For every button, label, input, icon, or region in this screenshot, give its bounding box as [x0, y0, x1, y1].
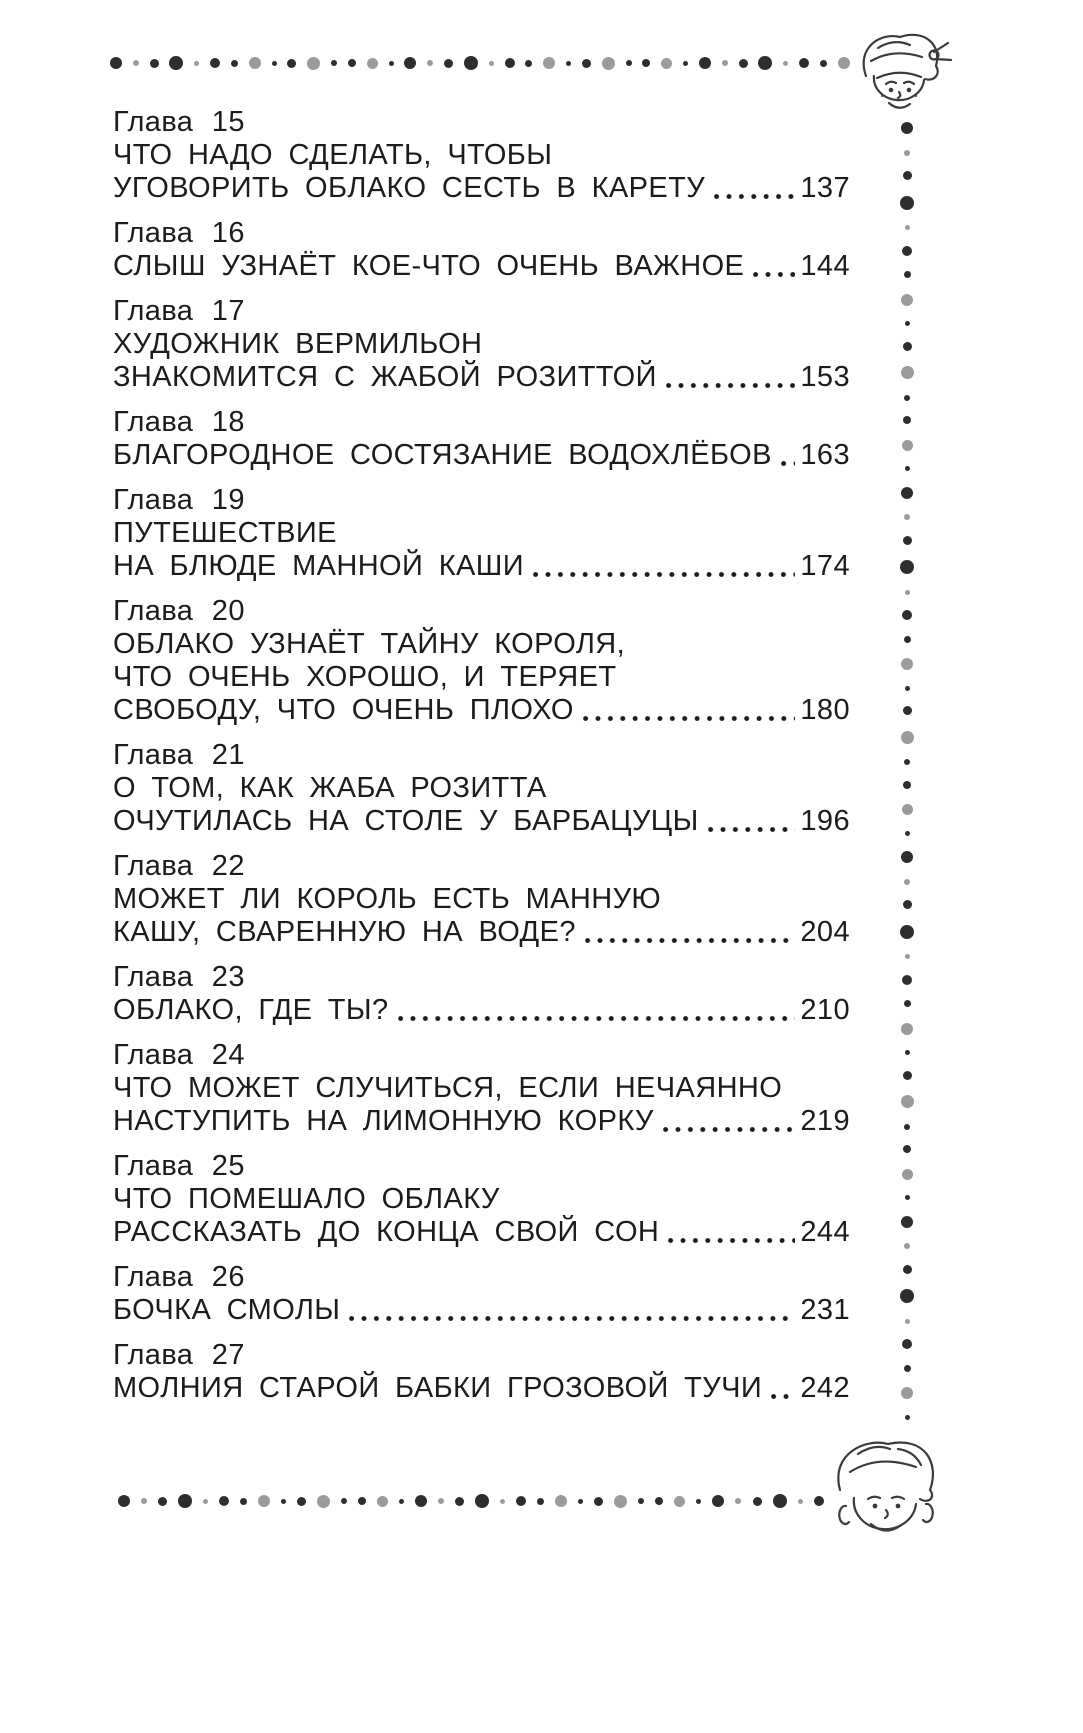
decorative-dot — [820, 60, 827, 67]
dot-leader — [781, 461, 796, 466]
decorative-dot — [799, 58, 809, 68]
dot-leader — [753, 272, 795, 277]
decorative-dot — [902, 610, 912, 620]
dot-leader — [771, 1394, 795, 1399]
chapter-label: Глава 24 — [113, 1039, 245, 1071]
toc-entry — [113, 739, 850, 838]
page-number: 196 — [800, 805, 850, 837]
decorative-dot — [900, 1289, 914, 1303]
chapter-title-last-line — [113, 1105, 850, 1138]
decorative-dot — [133, 60, 139, 66]
decorative-dot — [901, 294, 913, 306]
decorative-dot — [903, 171, 912, 180]
toc-entry — [113, 106, 850, 205]
decorative-dot — [902, 804, 913, 815]
decorative-dot — [194, 61, 199, 66]
page-number: 244 — [800, 1216, 850, 1248]
chapter-title-last-line — [113, 1294, 850, 1327]
chapter-title-last-line — [113, 361, 850, 394]
chapter-title-text: УГОВОРИТЬ ОБЛАКО СЕСТЬ В КАРЕТУ — [113, 172, 706, 204]
toc-entry — [113, 850, 850, 949]
chapter-title-text: НА БЛЮДЕ МАННОЙ КАШИ — [113, 550, 524, 582]
dot-leader — [533, 572, 795, 577]
decorative-dot — [902, 1339, 912, 1349]
decorative-dot — [249, 57, 261, 69]
decorative-dot — [638, 1498, 644, 1504]
table-of-contents — [113, 106, 850, 1405]
chapter-title-line: ПУТЕШЕСТВИЕ — [113, 517, 337, 549]
chapter-title-text: КАШУ, СВАРЕННУЮ НА ВОДЕ? — [113, 916, 576, 948]
decorative-dot — [203, 1499, 208, 1504]
decorative-dot — [903, 1145, 911, 1153]
decorative-dot — [904, 1000, 911, 1007]
decorative-dot — [642, 59, 650, 67]
chapter-title-text: РАССКАЗАТЬ ДО КОНЦА СВОЙ СОН — [113, 1216, 660, 1248]
chapter-label: Глава 27 — [113, 1339, 245, 1371]
decorative-dot — [358, 1497, 366, 1505]
toc-entry — [113, 961, 850, 1027]
page-number: 204 — [800, 916, 850, 948]
decorative-dot — [900, 560, 914, 574]
decorative-dot — [904, 1243, 910, 1249]
chapter-label: Глава 25 — [113, 1150, 245, 1182]
dot-leader — [708, 827, 796, 832]
toc-entry — [113, 1339, 850, 1405]
decorative-dot — [814, 1496, 824, 1506]
decorative-dot — [258, 1495, 270, 1507]
decorative-dot — [602, 57, 615, 70]
decorative-dot — [317, 1495, 330, 1508]
decorative-dot — [905, 1319, 910, 1324]
chapter-title-line: МОЖЕТ ЛИ КОРОЛЬ ЕСТЬ МАННУЮ — [113, 883, 662, 915]
decorative-dot — [389, 61, 394, 66]
decorative-dot — [905, 590, 910, 595]
chapter-title-text: ОЧУТИЛАСЬ НА СТОЛЕ У БАРБАЦУЦЫ — [113, 805, 699, 837]
decorative-dot — [543, 57, 555, 69]
dot-leader — [349, 1316, 795, 1321]
decorative-dot — [903, 416, 911, 424]
decorative-dot — [739, 59, 748, 68]
decorative-dot — [722, 60, 728, 66]
chapter-title-text: ОБЛАКО, ГДЕ ТЫ? — [113, 994, 389, 1026]
dot-leader — [583, 716, 796, 721]
toc-entry — [113, 1039, 850, 1138]
decorative-dot — [661, 58, 672, 69]
decorative-dot — [758, 56, 772, 70]
page-number: 231 — [800, 1294, 850, 1326]
decorative-dot — [905, 1195, 910, 1200]
decorative-dot — [904, 271, 911, 278]
decorative-dot — [537, 1498, 544, 1505]
decorative-dot — [699, 57, 711, 69]
decorative-dot — [904, 1124, 910, 1130]
decorative-dot — [348, 59, 356, 67]
decorative-dot — [901, 658, 913, 670]
toc-entry — [113, 295, 850, 394]
chapter-title-text: МОЛНИЯ СТАРОЙ БАБКИ ГРОЗОВОЙ ТУЧИ — [113, 1372, 763, 1404]
decorative-dot — [377, 1496, 388, 1507]
decorative-dot — [901, 731, 914, 744]
decorative-dot — [231, 60, 238, 67]
decorative-dot — [901, 122, 913, 134]
decorative-dot — [626, 60, 632, 66]
decorative-dot — [901, 1095, 914, 1108]
toc-entry — [113, 1150, 850, 1249]
toc-entry — [113, 1261, 850, 1327]
chapter-title-line: ЧТО МОЖЕТ СЛУЧИТЬСЯ, ЕСЛИ НЕЧАЯННО — [113, 1072, 783, 1104]
decorative-dot — [901, 851, 913, 863]
decorative-dot — [427, 60, 433, 66]
decorative-dot — [904, 759, 910, 765]
decorative-dot — [118, 1495, 130, 1507]
decorative-dot — [169, 56, 183, 70]
chapter-title-last-line — [113, 172, 850, 205]
page-number: 144 — [800, 250, 850, 282]
decorative-dot — [905, 321, 910, 326]
decorative-dot — [798, 1499, 803, 1504]
chapter-title-last-line — [113, 1216, 850, 1249]
decorative-dot — [904, 879, 910, 885]
chapter-title-last-line — [113, 250, 850, 283]
decorative-dot — [901, 1216, 913, 1228]
decorative-dot — [904, 636, 911, 643]
decorative-dot — [903, 900, 912, 909]
decorative-dot — [141, 1498, 147, 1504]
decorative-dot — [783, 61, 788, 66]
decorative-dot — [582, 59, 591, 68]
decorative-dots-top — [110, 54, 850, 72]
chapter-label: Глава 18 — [113, 406, 245, 438]
chapter-title-text: СЛЫШ УЗНАЁТ КОЕ-ЧТО ОЧЕНЬ ВАЖНОЕ — [113, 250, 745, 282]
chapter-title-last-line — [113, 916, 850, 949]
chapter-title-last-line — [113, 550, 850, 583]
decorative-dot — [525, 60, 532, 67]
page-number: 153 — [800, 361, 850, 393]
decorative-dot — [902, 1169, 913, 1180]
decorative-dot — [903, 1071, 912, 1080]
page-number: 180 — [800, 694, 850, 726]
chapter-label: Глава 21 — [113, 739, 245, 771]
decorative-dot — [753, 1497, 762, 1506]
chapter-label: Глава 16 — [113, 217, 245, 249]
chapter-title-last-line — [113, 439, 850, 472]
decorative-dot — [281, 1499, 286, 1504]
decorative-dot — [900, 925, 914, 939]
girl-face-illustration — [848, 26, 956, 122]
decorative-dot — [594, 1497, 603, 1506]
chapter-title-line: О ТОМ, КАК ЖАБА РОЗИТТА — [113, 772, 547, 804]
chapter-title-line: ЧТО НАДО СДЕЛАТЬ, ЧТОБЫ — [113, 139, 553, 171]
decorative-dot — [900, 196, 914, 210]
decorative-dot — [505, 58, 515, 68]
chapter-title-last-line — [113, 805, 850, 838]
decorative-dot — [219, 1496, 229, 1506]
decorative-dot — [904, 514, 910, 520]
decorative-dot — [905, 954, 910, 959]
chapter-title-line: ХУДОЖНИК ВЕРМИЛЬОН — [113, 328, 483, 360]
decorative-dot — [489, 61, 494, 66]
decorative-dot — [903, 342, 912, 351]
decorative-dot — [905, 831, 910, 836]
dot-leader — [666, 383, 796, 388]
page-number: 137 — [800, 172, 850, 204]
chapter-label: Глава 17 — [113, 295, 245, 327]
decorative-dot — [444, 59, 453, 68]
decorative-dot — [674, 1496, 685, 1507]
chapter-title-last-line — [113, 1372, 850, 1405]
chapter-label: Глава 26 — [113, 1261, 245, 1293]
chapter-title-last-line — [113, 694, 850, 727]
decorative-dot — [683, 61, 688, 66]
decorative-dot — [901, 1023, 913, 1035]
decorative-dot — [399, 1499, 404, 1504]
decorative-dot — [902, 975, 912, 985]
decorative-dot — [905, 1415, 910, 1420]
decorative-dot — [902, 440, 913, 451]
decorative-dot — [110, 57, 122, 69]
decorative-dot — [210, 58, 220, 68]
chapter-label: Глава 22 — [113, 850, 245, 882]
decorative-dot — [712, 1495, 724, 1507]
decorative-dot — [905, 686, 910, 691]
decorative-dot — [903, 536, 912, 545]
decorative-dot — [566, 61, 571, 66]
dot-leader — [714, 194, 795, 199]
toc-entry — [113, 217, 850, 283]
decorative-dot — [240, 1498, 247, 1505]
page-number: 242 — [800, 1372, 850, 1404]
decorative-dot — [455, 1497, 464, 1506]
decorative-dot — [901, 487, 913, 499]
decorative-dot — [735, 1498, 741, 1504]
decorative-dot — [331, 60, 337, 66]
decorative-dot — [696, 1499, 701, 1504]
dot-leader — [668, 1238, 795, 1243]
decorative-dot — [904, 150, 910, 156]
decorative-dot — [655, 1497, 663, 1505]
decorative-dot — [297, 1497, 306, 1506]
chapter-title-text: НАСТУПИТЬ НА ЛИМОННУЮ КОРКУ — [113, 1105, 654, 1137]
decorative-dot — [500, 1499, 505, 1504]
boy-face-illustration — [826, 1436, 946, 1560]
decorative-dot — [905, 225, 910, 230]
decorative-dot — [307, 57, 320, 70]
page-number: 163 — [800, 439, 850, 471]
decorative-dot — [287, 59, 296, 68]
decorative-dot — [773, 1494, 787, 1508]
decorative-dot — [367, 58, 378, 69]
decorative-dots-right — [898, 122, 916, 1420]
decorative-dot — [438, 1498, 444, 1504]
decorative-dot — [341, 1498, 347, 1504]
decorative-dot — [415, 1495, 427, 1507]
chapter-title-line: ОБЛАКО УЗНАЁТ ТАЙНУ КОРОЛЯ, — [113, 628, 626, 660]
decorative-dot — [903, 781, 911, 789]
page-number: 219 — [800, 1105, 850, 1137]
decorative-dot — [904, 395, 910, 401]
chapter-title-last-line — [113, 994, 850, 1027]
chapter-title-line: ЧТО ПОМЕШАЛО ОБЛАКУ — [113, 1183, 500, 1215]
chapter-title-text: СВОБОДУ, ЧТО ОЧЕНЬ ПЛОХО — [113, 694, 574, 726]
dot-leader — [663, 1127, 796, 1132]
decorative-dot — [178, 1494, 192, 1508]
decorative-dot — [904, 1365, 911, 1372]
chapter-label: Глава 19 — [113, 484, 245, 516]
chapter-title-text: ЗНАКОМИТСЯ С ЖАБОЙ РОЗИТТОЙ — [113, 361, 657, 393]
decorative-dot — [901, 1387, 913, 1399]
toc-entry — [113, 484, 850, 583]
dot-leader — [398, 1016, 796, 1021]
decorative-dot — [464, 56, 478, 70]
decorative-dots-bottom — [118, 1492, 824, 1510]
decorative-dot — [272, 61, 277, 66]
decorative-dot — [150, 59, 159, 68]
decorative-dot — [555, 1495, 567, 1507]
decorative-dot — [404, 57, 416, 69]
chapter-title-text: БОЧКА СМОЛЫ — [113, 1294, 341, 1326]
chapter-title-line: ЧТО ОЧЕНЬ ХОРОШО, И ТЕРЯЕТ — [113, 661, 617, 693]
decorative-dot — [903, 706, 912, 715]
toc-entry — [113, 595, 850, 727]
chapter-label: Глава 23 — [113, 961, 245, 993]
decorative-dot — [905, 466, 910, 471]
page-number: 210 — [800, 994, 850, 1026]
decorative-dot — [475, 1494, 489, 1508]
chapter-title-text: БЛАГОРОДНОЕ СОСТЯЗАНИЕ ВОДОХЛЁБОВ — [113, 439, 772, 471]
decorative-dot — [901, 366, 914, 379]
decorative-dot — [158, 1497, 167, 1506]
decorative-dot — [905, 1050, 910, 1055]
decorative-dot — [902, 246, 912, 256]
chapter-label: Глава 15 — [113, 106, 245, 138]
decorative-dot — [578, 1499, 583, 1504]
chapter-label: Глава 20 — [113, 595, 245, 627]
dot-leader — [585, 938, 796, 943]
decorative-dot — [614, 1495, 627, 1508]
decorative-dot — [903, 1265, 912, 1274]
decorative-dot — [516, 1496, 526, 1506]
toc-entry — [113, 406, 850, 472]
page-number: 174 — [800, 550, 850, 582]
